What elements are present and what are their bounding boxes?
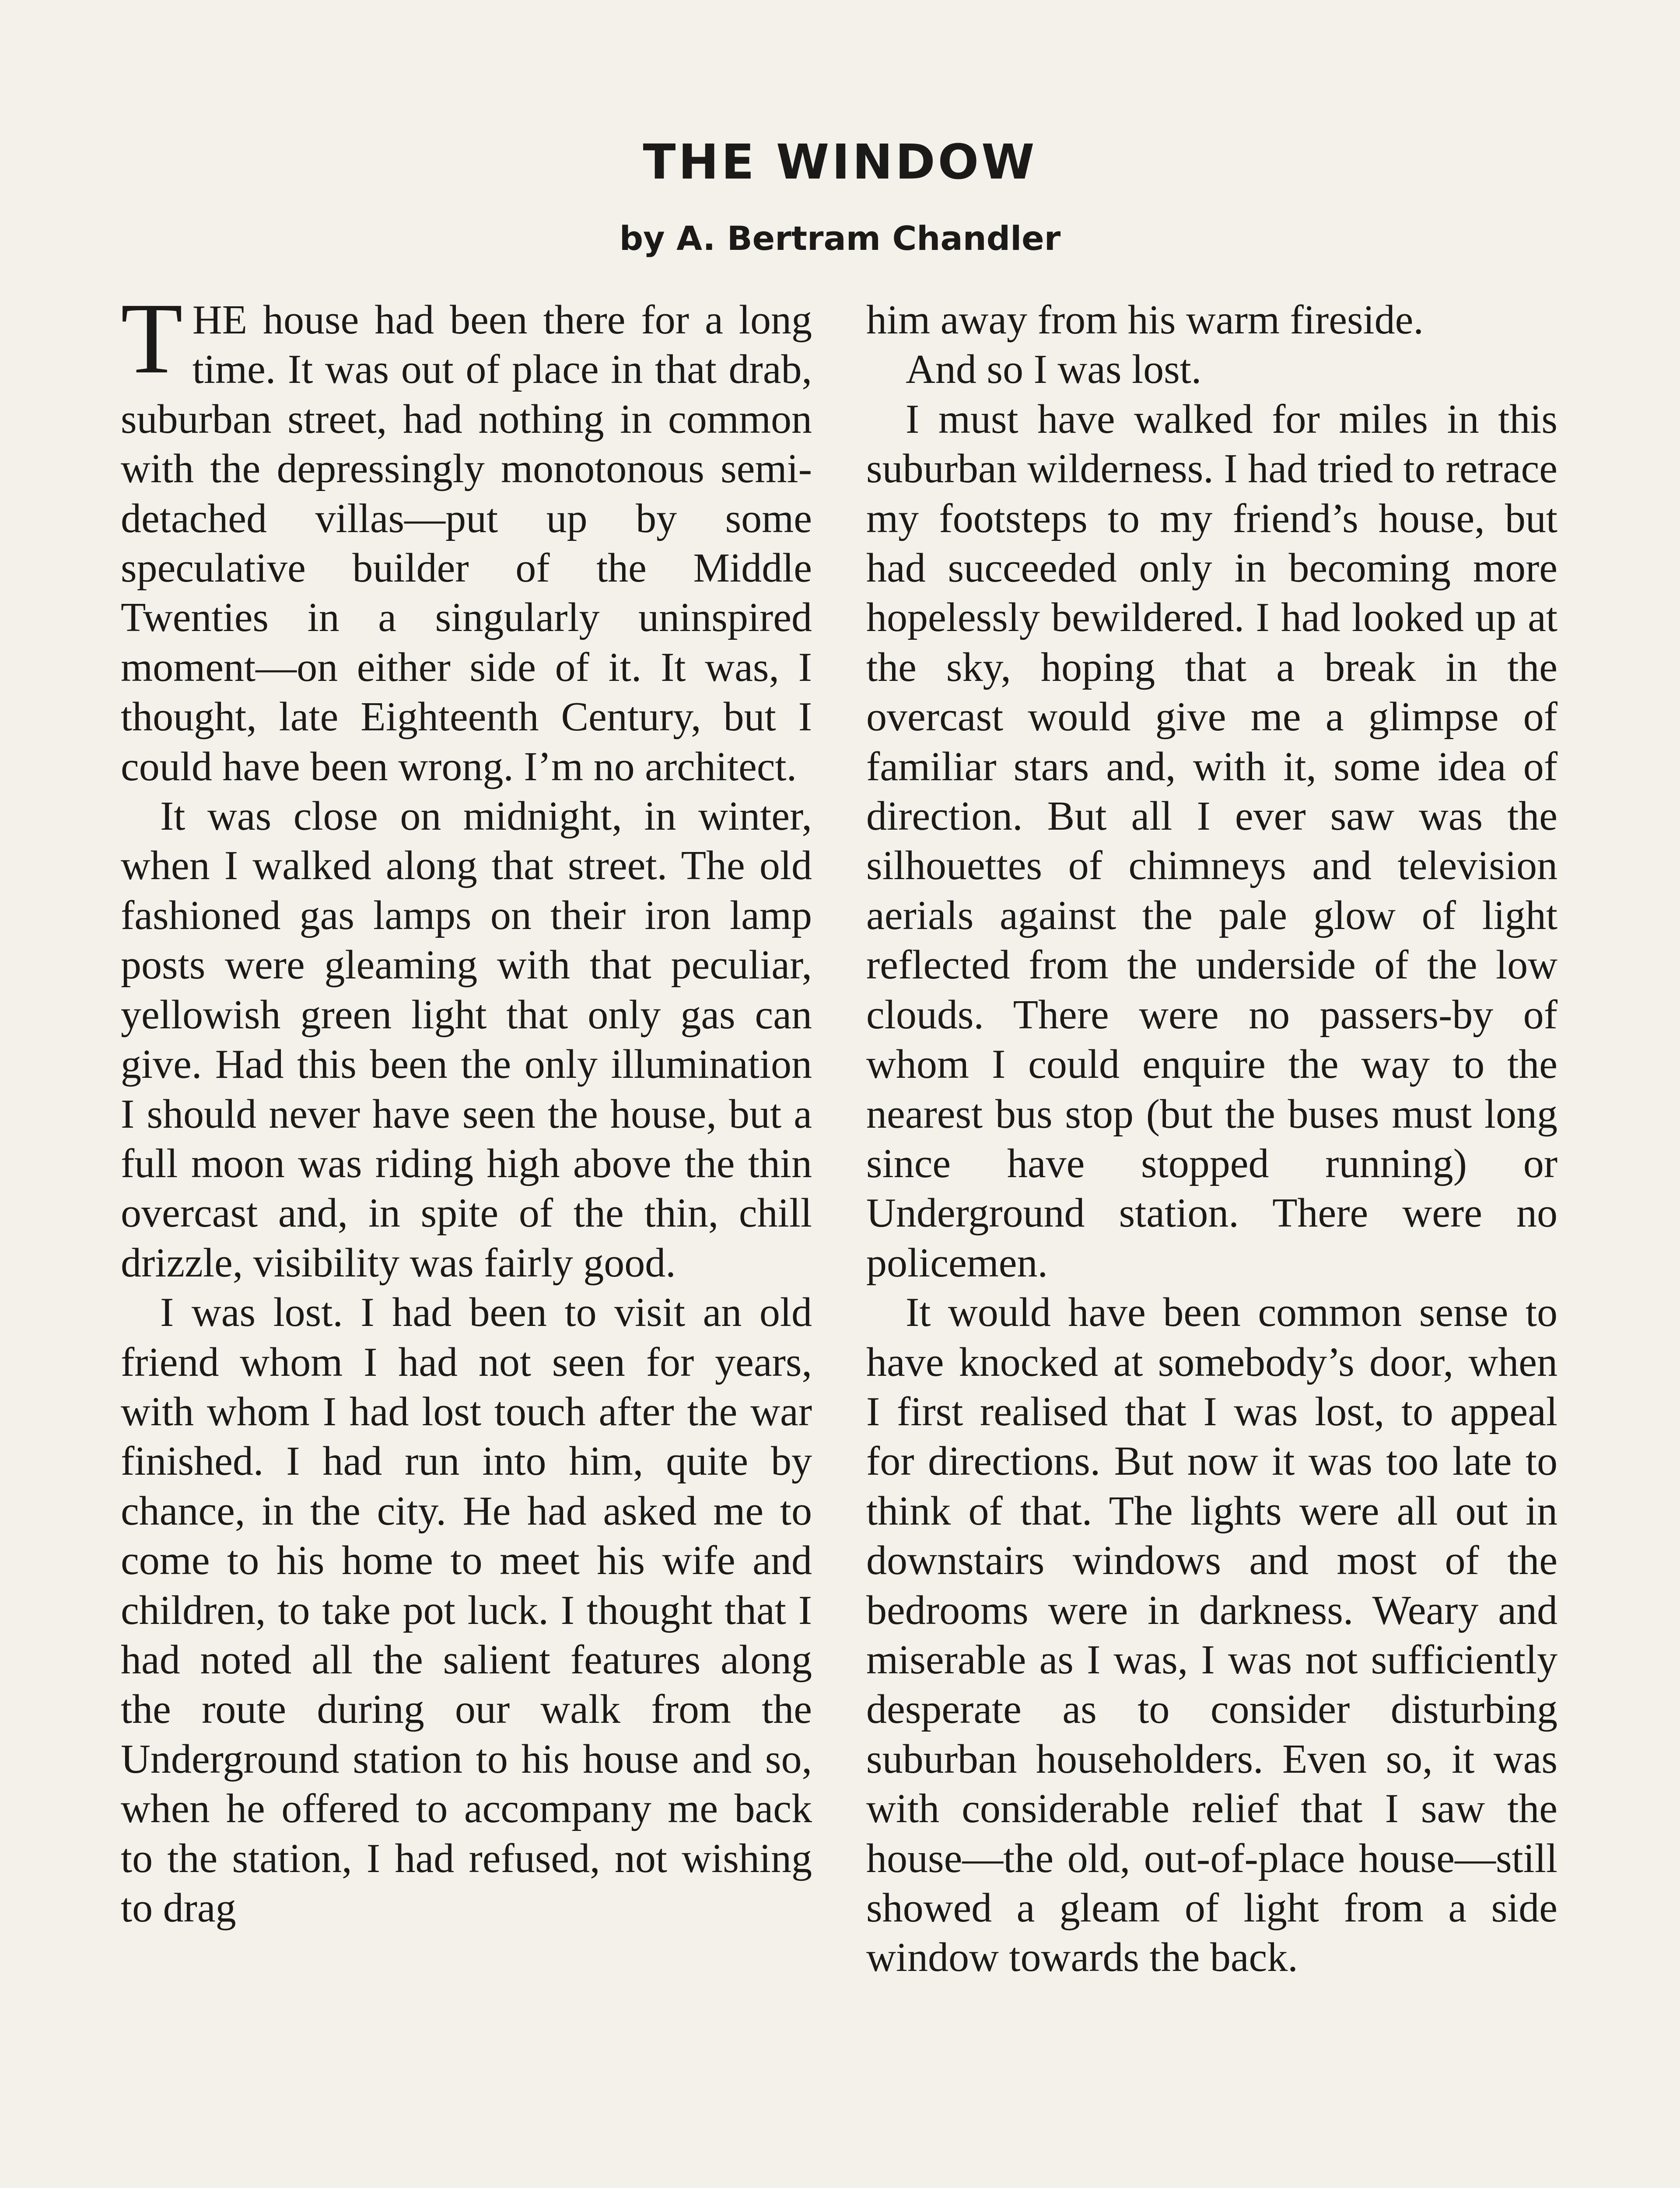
paragraph-2: It was close on midnight, in winter, when I walked along that street. The old fashioned gas lamps on their iron lamp posts were gleaming with that peculiar, yellowish green light that only gas can give. Had this been the only illumination I should never have seen the house, but a full moon was riding high above the thin overcast and, in spite of the thin, chill drizzle, visibility was fairly good. [121, 793, 812, 1286]
paragraph-3: I was lost. I had been to visit an old friend whom I had not seen for years, with whom I had lost touch after the war finished. I had run into him, quite by chance, in the city. He had asked me to come to his home to meet his wife and children, to take pot luck. I thought that I had noted all the salient features along the route during our walk from the Underground station to his house and so, when he offered to accompany me back to the station, I had refused, not wishing to drag [121, 1290, 812, 1931]
paragraph-6: It would have been common sense to have knocked at somebody’s door, when I first realised that I was lost, to appeal for directions. But now it was too late to think of that. The lights were all out in downstairs windows and most of the bedrooms were in darkness. Weary and miserable as I was, I was not sufficiently desperate as to consider disturbing suburban householders. Even so, it was with considerable relief that I saw the house—the old, out-of-place house—still showed a gleam of light from a side window towards the back. [866, 1290, 1558, 1981]
right-column [866, 295, 1558, 1983]
drop-cap: T [121, 282, 183, 395]
paragraph-1-text: house had been there for a long time. It was out of place in that drab, suburban street, had nothing in common with the depressingly monotonous semi-detached villas—put up by some speculative builder of the Middle Twenties in a singularly uninspired moment—on either side of it. It was, I thought, late Eighteenth Century, but I could have been wrong. I’m no architect. [121, 297, 812, 789]
story-byline: by A. Bertram Chandler [619, 219, 1061, 258]
first-word-rest: HE [192, 297, 248, 343]
paragraph-continuation: him away from his warm fireside. [866, 297, 1424, 343]
paragraph-4: And so I was lost. [906, 347, 1202, 393]
paragraph-1 [121, 282, 812, 792]
paragraph-5: I must have walked for miles in this suburban wilderness. I had tried to retrace my footsteps to my friend’s house, but had succeeded only in becoming more hopelessly bewildered. I had looked up at the sky, hoping that a break in the overcast would give me a glimpse of familiar stars and, with it, some idea of direction. But all I ever saw was the silhouettes of chimneys and television aerials against the pale glow of light reflected from the underside of the low clouds. There were no passers-by of whom I could enquire the way to the nearest bus stop (but the buses must long since have stopped running) or Underground station. There were no policemen. [866, 396, 1558, 1286]
story-title: THE WINDOW [643, 134, 1037, 190]
left-column [121, 282, 812, 1933]
